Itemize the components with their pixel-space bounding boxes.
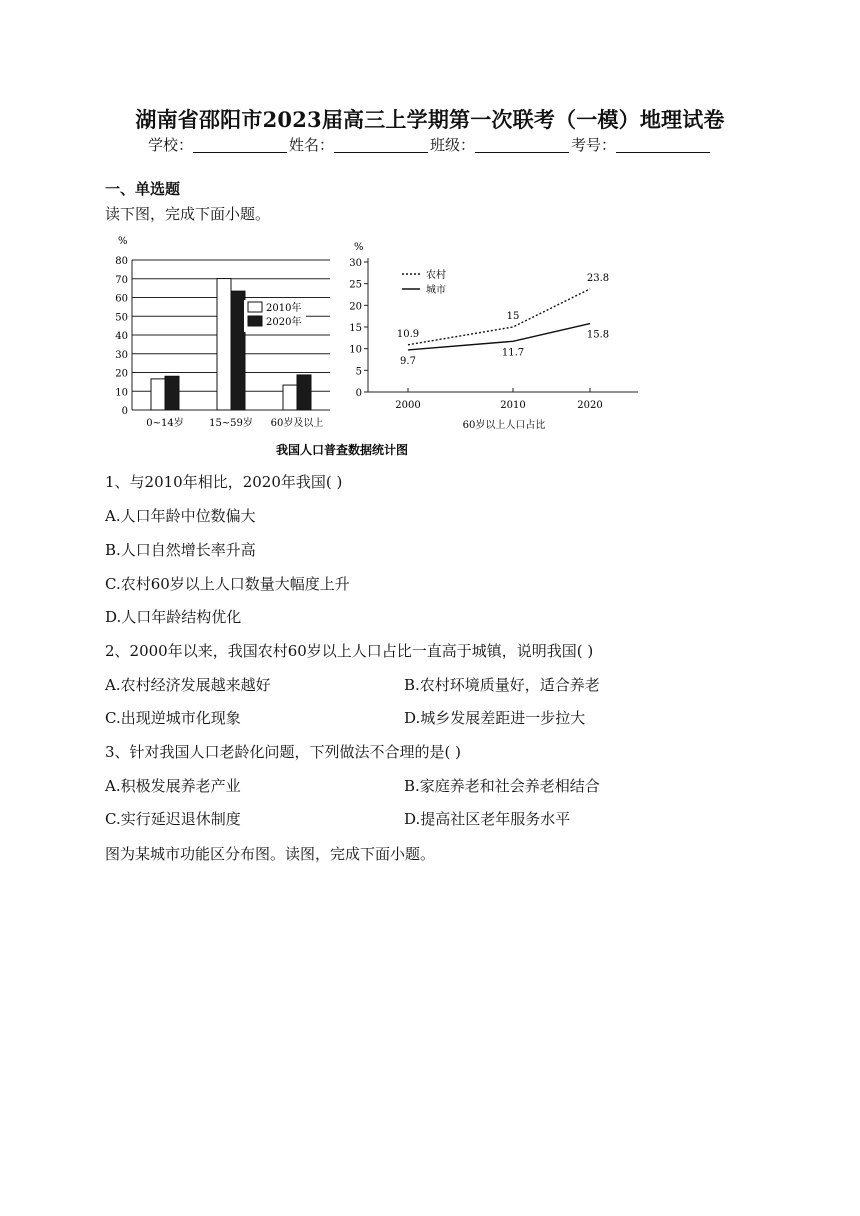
bar-category-label: 0~14岁 [146,418,184,429]
census-figure [110,230,650,462]
question-1-option-d[interactable]: D.人口年龄结构优化 [105,608,242,626]
bar-legend-swatch [248,302,262,312]
bar-y-tick-label: 30 [115,349,128,361]
line-y-tick-label: 0 [355,388,362,399]
question-2-option-a[interactable]: A.农村经济发展越来越好 [105,676,271,694]
bar-category-label: 15~59岁 [209,418,253,429]
bar-legend-label: 2010年 [266,303,302,314]
line-data-label: 9.7 [400,355,416,367]
name-blank[interactable] [334,138,428,153]
bar-2010 [217,279,231,410]
line-x-tick-label: 2010 [500,400,526,411]
question-1-stem: 1、与2010年相比，2020年我国( ) [105,473,343,491]
question-3-option-b[interactable]: B.家庭养老和社会养老相结合 [404,777,600,795]
bar-2010 [283,385,297,410]
line-series-rural [408,289,590,345]
next-intro-text: 图为某城市功能区分布图。读图，完成下面小题。 [105,845,436,863]
line-x-tick-label: 2000 [395,400,421,411]
line-y-tick-label: 5 [355,366,362,378]
bar-y-tick-label: 80 [115,256,128,267]
line-data-label: 11.7 [501,347,525,359]
line-x-tick-label: 2020 [577,400,603,411]
question-2-stem: 2、2000年以来，我国农村60岁以上人口占比一直高于城镇，说明我国( ) [105,642,594,660]
bar-2020 [297,375,311,410]
question-2-option-c[interactable]: C.出现逆城市化现象 [105,709,241,727]
question-3-option-d[interactable]: D.提高社区老年服务水平 [404,810,571,828]
line-data-label: 23.8 [586,272,610,284]
page-title: 湖南省邵阳市2023届高三上学期第一次联考（一模）地理试卷 [135,107,725,132]
question-1-option-c[interactable]: C.农村60岁以上人口数量大幅度上升 [105,575,350,593]
bar-y-tick-label: 0 [121,406,128,417]
exam-number-blank[interactable] [616,138,710,153]
line-y-tick-label: 10 [349,344,362,356]
line-series-urban [408,324,590,350]
class-blank[interactable] [475,138,569,153]
question-2-option-b[interactable]: B.农村环境质量好，适合养老 [404,676,600,694]
line-y-tick-label: 25 [349,279,362,291]
line-legend-label: 农村 [426,270,446,281]
bar-2020 [165,376,179,410]
name-label: 姓名： [288,136,334,154]
student-info-line [0,134,860,155]
bar-legend-swatch [248,316,262,326]
bar-y-unit: % [118,236,128,247]
intro-text: 读下图，完成下面小题。 [105,205,271,223]
line-y-tick-label: 20 [349,301,362,313]
class-label: 班级： [430,136,476,154]
school-label: 学校： [147,136,193,154]
question-3-stem: 3、针对我国人口老龄化问题，下列做法不合理的是( ) [105,743,462,761]
line-y-tick-label: 15 [349,323,362,334]
question-2-option-d[interactable]: D.城乡发展差距进一步拉大 [404,709,586,727]
bar-y-tick-label: 70 [115,274,128,286]
bar-y-tick-label: 50 [115,312,128,324]
section-heading: 一、单选题 [105,180,181,198]
bar-legend-label: 2020年 [266,317,302,328]
bar-y-tick-label: 60 [115,293,128,305]
line-data-label: 15.8 [586,329,610,341]
line-data-label: 15 [506,311,520,322]
line-data-label: 10.9 [396,328,420,340]
line-chart [349,242,638,431]
bar-y-tick-label: 10 [115,387,128,399]
question-1-option-a[interactable]: A.人口年龄中位数偏大 [105,507,256,525]
question-3-option-a[interactable]: A.积极发展养老产业 [105,777,241,795]
bar-category-label: 60岁及以上 [270,418,324,429]
school-blank[interactable] [193,138,287,153]
bar-2020 [231,291,245,410]
bar-chart [115,236,330,429]
line-y-tick-label: 30 [349,258,362,269]
exam-number-label: 考号： [571,136,617,154]
figure-caption: 我国人口普查数据统计图 [275,443,409,457]
bar-y-tick-label: 40 [115,331,128,342]
bar-y-tick-label: 20 [115,368,128,380]
line-x-axis-title: 60岁以上人口占比 [462,420,546,431]
question-1-option-b[interactable]: B.人口自然增长率升高 [105,541,256,559]
bar-2010 [151,379,165,410]
question-3-option-c[interactable]: C.实行延迟退休制度 [105,810,241,828]
line-y-unit: % [354,242,364,253]
line-legend-label: 城市 [426,285,446,296]
